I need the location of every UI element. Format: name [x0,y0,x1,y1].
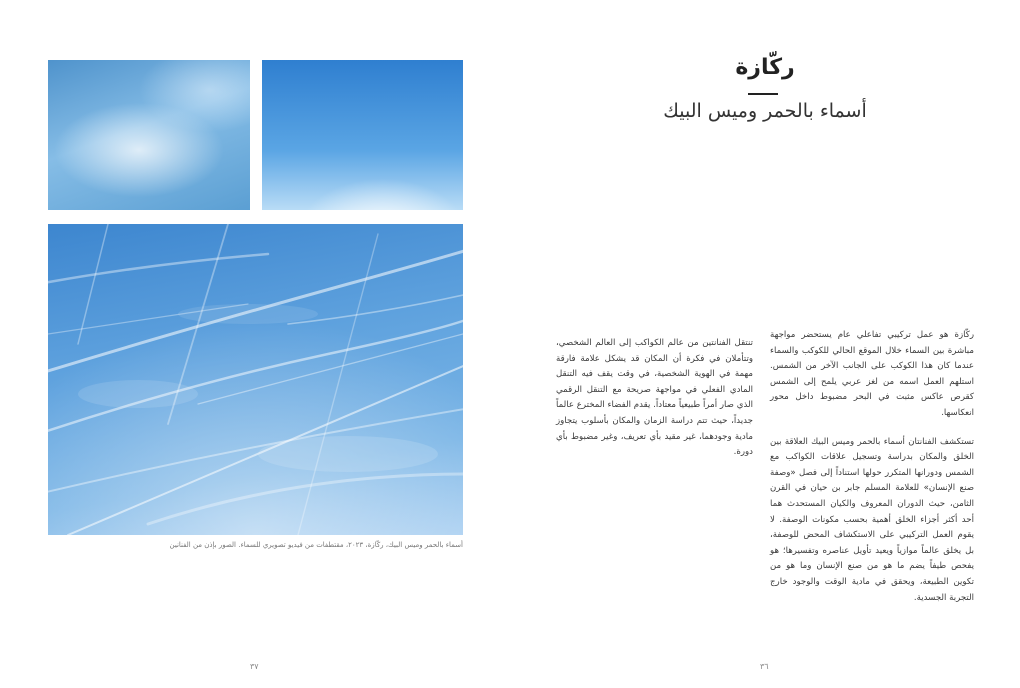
artists-name: أسماء بالحمر وميس البيك [663,100,867,122]
text-column-left [556,336,753,461]
sky-photo-top-left [48,60,250,210]
contrails-graphic [48,224,463,535]
paragraph-intro: ركّازة هو عمل تركيبي تفاعلي عام يستحضر مواجهة مباشرة بين السماء خلال الموقع الحالي للكوكب والسماء عندما كان هذا الكوكب على الجانب الآخر من الشمس. استلهم العمل اسمه من لغز عربي يلمح إلى الشمس كقرص عاكس مثبت في البحر مضبوط داخل محور انعكاسها. [770,330,974,418]
title-divider [748,93,778,95]
text-column-right [770,328,974,606]
sky-photo-top-right [262,60,463,210]
page-number-right: ٣٦ [760,662,769,671]
artwork-title: ركّازة [735,55,795,80]
paragraph-exploration: تستكشف الفنانتان أسماء بالحمر وميس البيك العلاقة بين الخلق والمكان بدراسة وتسجيل علاقات الكواكب مع الشمس ودورانها المتكرر حولها استناداً إلى فصل «وصفة صنع الإنسان» للعلامة المسلم جابر بن حيان في القرن الثامن، حيث الدوران المعروف والكيان المستحدث هما أحد أكثر أجزاء الخلق أهمية بحسب مكونات الوصفة. لا يقوم العمل التركيبي على الاستكشاف المحض للوصفة، بل يخلق عالماً موازياً ويعيد تأويل عناصره وتفسيرها؛ هو يفحص طيفاً يضم ما هو من صنع الإنسان وما هو من تكوين الطبيعة، ويحقق في مادية الوقت والوجود خارج التجربة الجسدية. [770,436,974,603]
sky-photo-contrails [48,224,463,535]
page-number-left: ٣٧ [250,662,259,671]
photo-caption: أسماء بالحمر وميس البيك، ركّازة، ٢٠٢٣، مقتطفات من فيديو تصويري للسماء. الصور بإذن من الفنانين [169,541,463,549]
right-page [510,0,1020,688]
paragraph-personal-world: تنتقل الفنانتين من عالم الكواكب إلى العالم الشخصي، وتتأملان في فكرة أن المكان قد يشكل علامة فارقة مهمة في الهوية الشخصية، في وقت يقف فيه التنقل المادي الفعلي في مواجهة صريحة مع التنقل الرقمي الذي صار أمراً طبيعياً معتاداً. يقدم الفضاء المخترع عالماً جديداً، حيث تتم دراسة الزمان والمكان بأسلوب يتجاوز مادية وجودهما، غير مقيد بأي تعريف، وغير مضبوط بأي دورة. [556,338,753,458]
